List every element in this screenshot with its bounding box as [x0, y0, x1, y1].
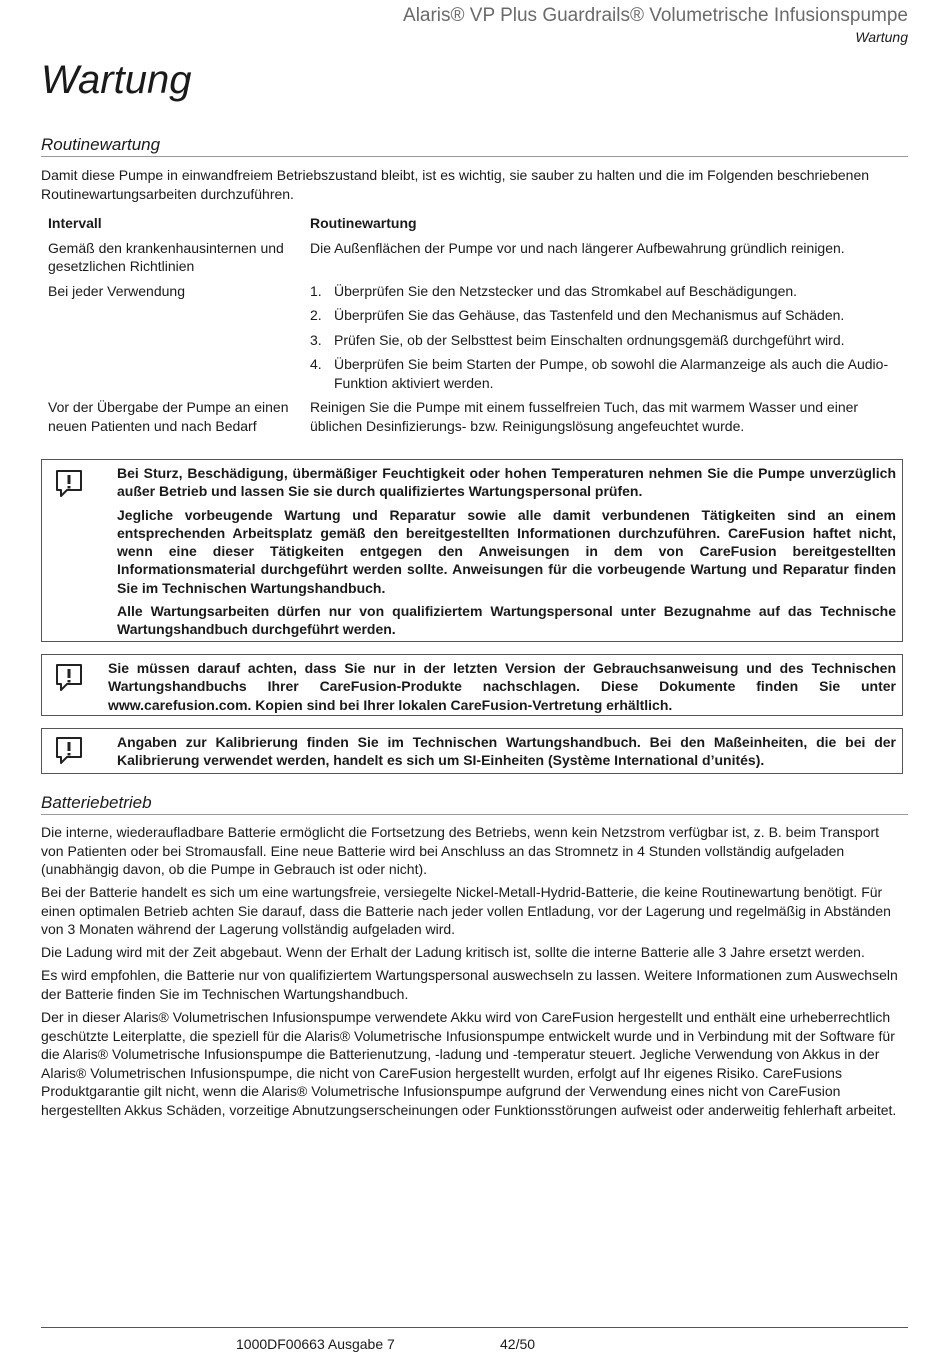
caution-icon: [54, 468, 84, 498]
battery-paragraph: Der in dieser Alaris® Volumetrischen Infusionspumpe verwendete Akku wird von CareFusion hergestellt und enthält eine urheberrechtlich geschützte Leiterplatte, die speziell für die Alaris® Volumetrische Infusionspumpe entwickelt wurde und in Verbindung mit der Software für die Alaris® Volumetrische Infusionspumpe die Batterienutzung, -ladung und -temperatur steuert. Jegliche Verwendung von Akkus in der Alaris® Volumetrischen Infusionspumpe, die nicht von CareFusion hergestellt wurden, erfolgt auf Ihr eigenes Risiko. CareFusions Produktgarantie gilt nicht, wenn die Alaris® Volumetrische Infusionspumpe aufgrund der Verwendung eines nicht von CareFusion hergestellten Akkus Schäden, vorzeitige Abnutzungserscheinungen oder Funktionsstörungen aufweist oder anderweitig fehlerhaft arbeitet.: [41, 1009, 897, 1118]
battery-paragraph: Es wird empfohlen, die Batterie nur von qualifiziertem Wartungspersonal auswechseln zu lassen. Weitere Informationen zum Auswechseln der Batterie finden Sie im Technischen Wartungshandbuch.: [41, 967, 898, 1002]
list-item: [310, 331, 896, 350]
running-header: [403, 4, 908, 46]
routine-intro: Damit diese Pumpe in einwandfreiem Betriebszustand bleibt, ist es wichtig, sie sauber zu halten und die im Folgenden beschriebenen Routinewartungsarbeiten durchzuführen.: [41, 167, 870, 202]
note-paragraph: Jegliche vorbeugende Wartung und Reparatur sowie alle damit verbundenen Tätigkeiten sind an einem entsprechenden Arbeitsplatz gemäß den bereitgestellten Informationen durchzuführen. CareFusion haftet nicht, wenn eine dieser Tätigkeiten entgegen den Anweisungen in dem von CareFusion bereitgestellten Informationsmaterial durchgeführt werden sollte. Anweisungen für die vorbeugende Wartung und Reparatur finden Sie im Technischen Wartungshandbuch.: [117, 506, 896, 596]
step-number: 4.: [310, 356, 322, 372]
table-row: [41, 280, 903, 397]
header-product: Alaris® VP Plus Guardrails® Volumetrische Infusionspumpe: [403, 5, 908, 26]
list-item: [310, 306, 896, 325]
list-item: [310, 282, 896, 301]
note-paragraph: Alle Wartungsarbeiten dürfen nur von qualifiziertem Wartungspersonal unter Bezugnahme auf das Technische Wartungshandbuch durchgeführt werden.: [117, 603, 896, 638]
footer-doc-id: 1000DF00663 Ausgabe 7: [236, 1336, 395, 1352]
interval-cell: Bei jeder Verwendung: [48, 282, 185, 299]
interval-cell: Vor der Übergabe der Pumpe an einen neuen Patienten und nach Bedarf: [48, 399, 289, 434]
step-text: Überprüfen Sie den Netzstecker und das Stromkabel auf Beschädigungen.: [334, 282, 798, 299]
table-row: [41, 237, 903, 280]
maintenance-cell: Die Außenflächen der Pumpe vor und nach längerer Aufbewahrung gründlich reinigen.: [310, 239, 845, 256]
footer-rule: [41, 1327, 908, 1328]
step-number: 2.: [310, 307, 322, 323]
note-body: [108, 659, 896, 714]
maintenance-cell: Reinigen Sie die Pumpe mit einem fusselfreien Tuch, das mit warmem Wasser und einer üblichen Desinfizierungs- bzw. Reinigungslösung angefeuchtet wurde.: [310, 399, 859, 434]
col-maintenance-header: Routinewartung: [310, 215, 417, 231]
note-body: [117, 464, 896, 639]
caution-note: [41, 728, 903, 774]
maintenance-table: [41, 212, 903, 439]
battery-paragraph: Die interne, wiederaufladbare Batterie ermöglicht die Fortsetzung des Betriebs, wenn kein Netzstrom verfügbar ist, z. B. beim Transport von Patienten oder bei Stromausfall. Eine neue Batterie wird bei Anschluss an das Stromnetz in 4 Stunden vollständig aufgeladen (unabhängig davon, ob die Pumpe in Gebrauch ist oder nicht).: [41, 824, 880, 877]
caution-icon: [54, 662, 84, 692]
table-row: [41, 396, 903, 439]
check-steps-list: [310, 282, 896, 393]
maintenance-cell: [303, 280, 903, 397]
interval-cell: Gemäß den krankenhausinternen und gesetzlichen Richtlinien: [48, 239, 284, 274]
battery-paragraph: Bei der Batterie handelt es sich um eine wartungsfreie, versiegelte Nickel-Metall-Hydrid-Batterie, die keine Routinewartung benötigt. Für einen optimalen Betrieb achten Sie darauf, dass die Batterie nach jeder vollen Entladung, vor der Lagerung und regelmäßig in Abständen von 3 Monaten während der Lagerung vollständig aufgeladen wird.: [41, 884, 891, 937]
table-header-row: [41, 212, 903, 237]
caution-note: [41, 654, 903, 716]
step-text: Prüfen Sie, ob der Selbsttest beim Einschalten ordnungsgemäß durchgeführt wird.: [334, 331, 845, 348]
step-number: 3.: [310, 331, 322, 348]
footer-page-number: 42/50: [500, 1336, 536, 1352]
step-text: Überprüfen Sie das Gehäuse, das Tastenfeld und den Mechanismus auf Schäden.: [334, 307, 845, 323]
caution-icon: [54, 735, 84, 765]
note-body: [117, 733, 896, 770]
page-title: Wartung: [41, 58, 192, 102]
routine-heading: Routinewartung: [41, 135, 908, 157]
note-paragraph: Sie müssen darauf achten, dass Sie nur in der letzten Version der Gebrauchsanweisung und des Technischen Wartungshandbuchs Ihrer CareFusion-Produkte nachschlagen. Diese Dokumente finden Sie unter www.carefusion.com. Kopien sind bei Ihrer lokalen CareFusion-Vertretung erhältlich.: [108, 660, 896, 713]
header-section: Wartung: [855, 29, 908, 45]
note-paragraph: Angaben zur Kalibrierung finden Sie im Technischen Wartungshandbuch. Bei den Maßeinheiten, die bei der Kalibrierung verwendet werden, handelt es sich um SI-Einheiten (Système International d’unités).: [117, 734, 896, 769]
battery-paragraph: Die Ladung wird mit der Zeit abgebaut. Wenn der Erhalt der Ladung kritisch ist, sollte die interne Batterie alle 3 Jahre ersetzt werden.: [41, 944, 865, 960]
caution-note: [41, 459, 903, 642]
note-paragraph: Bei Sturz, Beschädigung, übermäßiger Feuchtigkeit oder hohen Temperaturen nehmen Sie die Pumpe unverzüglich außer Betrieb und lassen Sie sie durch qualifiziertes Wartungspersonal prüfen.: [117, 465, 896, 500]
step-number: 1.: [310, 282, 322, 299]
list-item: [310, 355, 896, 392]
battery-heading: Batteriebetrieb: [41, 793, 908, 815]
col-interval-header: Intervall: [48, 215, 102, 231]
step-text: Überprüfen Sie beim Starten der Pumpe, ob sowohl die Alarmanzeige als auch die Audio-Funktion aktiviert werden.: [334, 356, 889, 391]
